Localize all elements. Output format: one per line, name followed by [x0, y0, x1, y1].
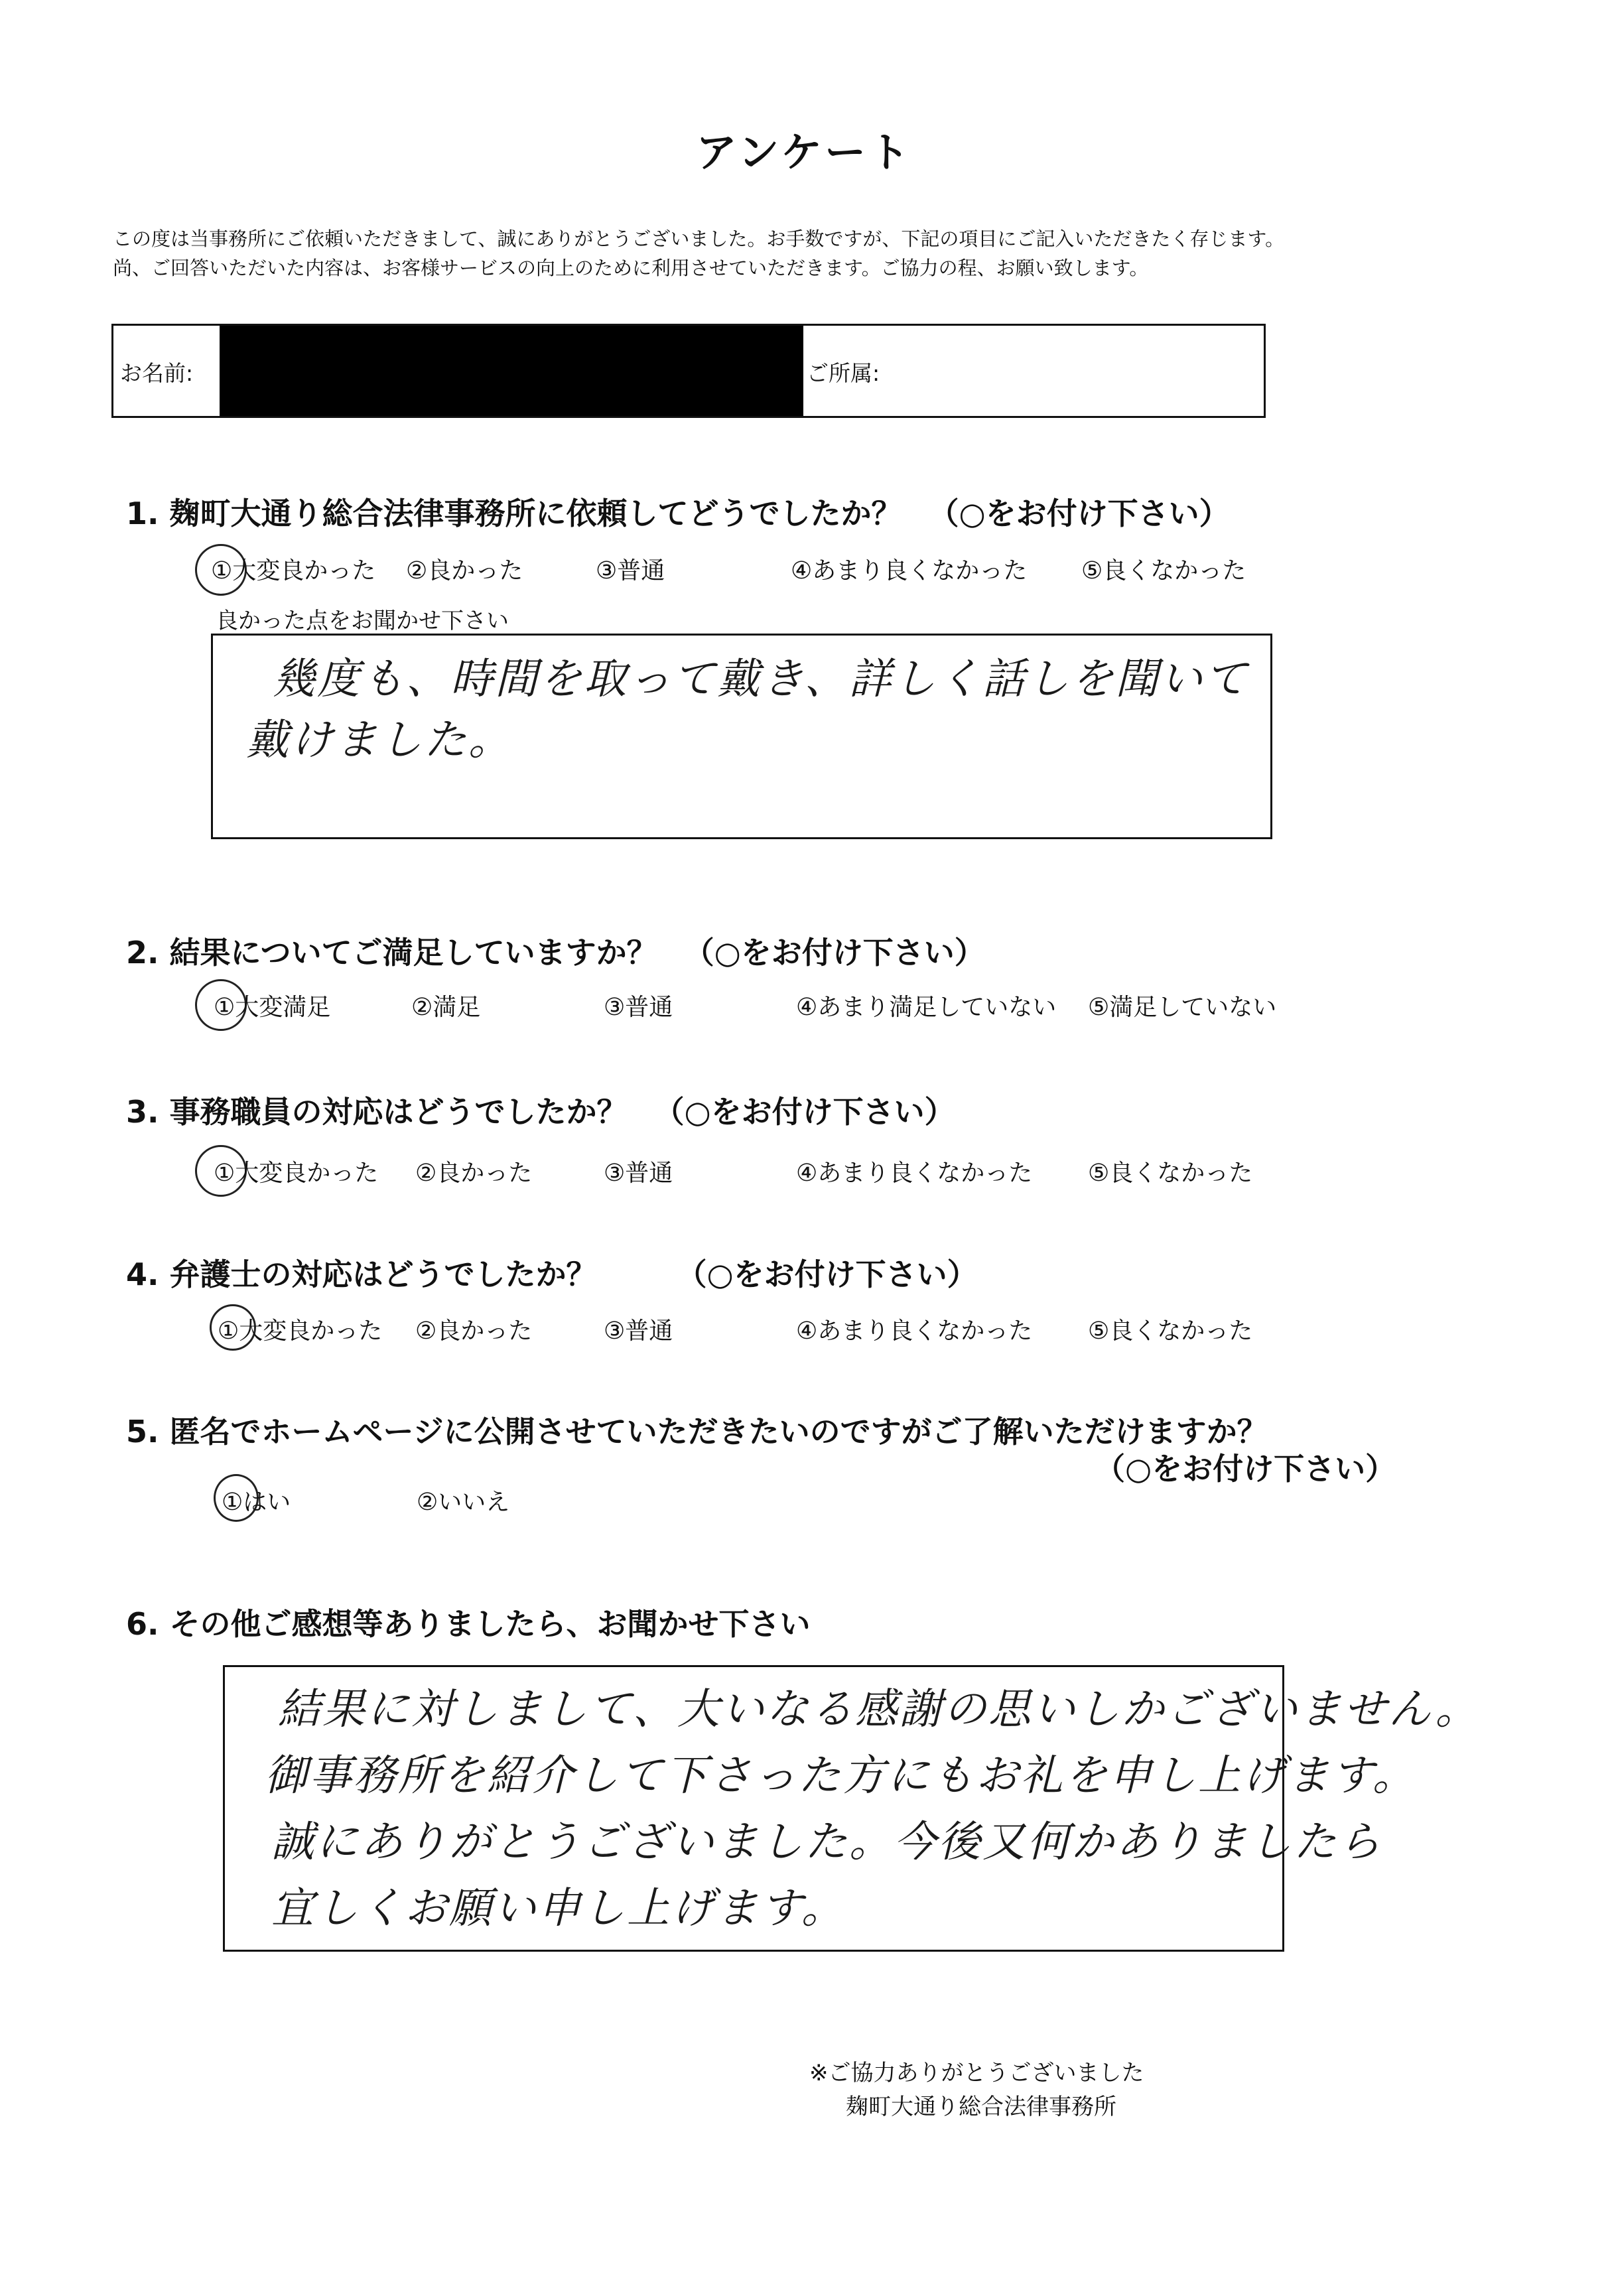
- q1-option-1[interactable]: ①大変良かった: [211, 557, 376, 584]
- q4-question: [126, 1250, 978, 1294]
- affiliation-label: ご所属:: [807, 360, 880, 386]
- q6-answer-box[interactable]: [223, 1665, 1480, 1952]
- q4-option-1[interactable]: ①大変良かった: [218, 1317, 383, 1345]
- redacted-name: [220, 326, 803, 416]
- footer-firm-name: 麹町大通り総合法律事務所: [846, 2094, 1116, 2120]
- q1-option-4[interactable]: ④あまり良くなかった: [791, 557, 1028, 584]
- survey-title: アンケート: [695, 128, 913, 176]
- q2-option-4[interactable]: ④あまり満足していない: [796, 994, 1057, 1021]
- q6-answer-line-3: 誠にありがとうございました。今後又何かありましたら: [271, 1818, 1382, 1867]
- q3-option-4[interactable]: ④あまり良くなかった: [796, 1160, 1033, 1187]
- q6-answer-line-1: 結果に対しまして、大いなる感謝の思いしかございません。: [278, 1685, 1480, 1734]
- q4-option-4[interactable]: ④あまり良くなかった: [796, 1317, 1033, 1345]
- q2-option-5[interactable]: ⑤満足していない: [1088, 994, 1277, 1021]
- q1-question-text: 1. 麹町大通り総合法律事務所に依頼してどうでしたか？: [126, 496, 902, 531]
- q4-hint: （○をお付け下さい）: [676, 1256, 978, 1292]
- q2-question: [126, 929, 985, 973]
- q5-option-2[interactable]: ②いいえ: [417, 1489, 510, 1516]
- q3-option-1[interactable]: ①大変良かった: [214, 1160, 379, 1187]
- q3-option-3[interactable]: ③普通: [604, 1160, 673, 1187]
- q3-question: [126, 1088, 955, 1132]
- q3-question-text: 3. 事務職員の対応はどうでしたか？: [126, 1094, 628, 1130]
- q2-option-1[interactable]: ①大変満足: [214, 994, 331, 1021]
- q6-question: 6. その他ご感想等ありましたら、お聞かせ下さい: [126, 1606, 811, 1642]
- q1-question: [126, 490, 1230, 533]
- q2-question-text: 2. 結果についてご満足していますか？: [126, 935, 657, 971]
- q6-answer-line-4: 宜しくお願い申し上げます。: [271, 1884, 846, 1933]
- q5-hint: （○をお付け下さい）: [1095, 1451, 1396, 1487]
- intro-line-2: 尚、ご回答いただいた内容は、お客様サービスの向上のために利用させていただきます。ご協力の程、お願い致します。: [113, 257, 1149, 279]
- q2-option-2[interactable]: ②満足: [411, 994, 481, 1021]
- q4-option-5[interactable]: ⑤良くなかった: [1088, 1317, 1253, 1345]
- q5-option-1[interactable]: ①はい: [222, 1489, 291, 1516]
- q1-option-5[interactable]: ⑤良くなかった: [1081, 557, 1246, 584]
- q5-question: 5. 匿名でホームページに公開させていただきたいのですがご了解いただけますか？: [126, 1414, 1268, 1450]
- q6-answer-line-2: 御事務所を紹介して下さった方にもお礼を申し上げます。: [265, 1751, 1417, 1800]
- q4-question-text: 4. 弁護士の対応はどうでしたか？: [126, 1256, 597, 1292]
- respondent-info-box: [111, 324, 1266, 418]
- q1-option-3[interactable]: ③普通: [596, 557, 665, 584]
- q3-option-2[interactable]: ②良かった: [415, 1160, 533, 1187]
- footer-thanks: ※ご協力ありがとうございました: [809, 2060, 1144, 2086]
- q4-option-3[interactable]: ③普通: [604, 1317, 673, 1345]
- q4-option-2[interactable]: ②良かった: [415, 1317, 533, 1345]
- q2-hint: （○をお付け下さい）: [683, 935, 985, 971]
- q1-hint: （○をお付け下さい）: [928, 496, 1230, 531]
- q3-option-5[interactable]: ⑤良くなかった: [1088, 1160, 1253, 1187]
- name-label: お名前:: [120, 360, 194, 386]
- q3-hint: （○をお付け下さい）: [653, 1094, 955, 1130]
- q1-answer-line-1: 幾度も、時間を取って戴き、詳しく話しを聞いて: [273, 655, 1249, 704]
- q2-option-3[interactable]: ③普通: [604, 994, 673, 1021]
- q1-answer-box[interactable]: [211, 634, 1272, 839]
- q1-answer-line-2: 戴けました。: [246, 716, 513, 765]
- intro-line-1: この度は当事務所にご依頼いただきまして、誠にありがとうございました。お手数ですが、下記の項目にご記入いただきたく存じます。: [113, 228, 1285, 250]
- q1-sub-label: 良かった点をお聞かせ下さい: [216, 608, 509, 634]
- q1-option-2[interactable]: ②良かった: [406, 557, 523, 584]
